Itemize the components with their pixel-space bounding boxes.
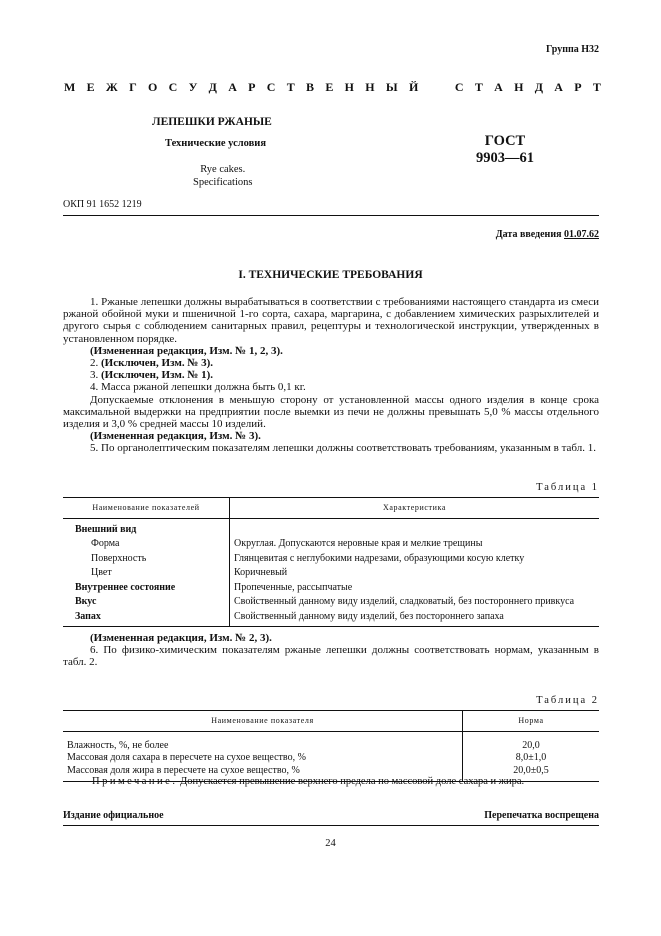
table-row	[63, 595, 599, 610]
heading-letter: О	[147, 80, 158, 94]
gost-designation	[476, 133, 534, 168]
indicator-norm: 8,0±1,0	[515, 752, 547, 764]
heading-letter: Т	[474, 80, 483, 94]
document-title-english	[193, 163, 252, 189]
paragraph-4: 4. Масса ржаной лепешки должна быть 0,1 кг.	[90, 381, 306, 394]
paragraph-3-number: 3.	[90, 369, 101, 382]
heading-letter: А	[554, 80, 563, 94]
table-2-physicochemical	[63, 710, 599, 782]
heading-letter: Ж	[105, 80, 118, 94]
indicator-norm: 20,0	[522, 739, 540, 751]
heading-letter: М	[64, 80, 76, 94]
indicator-name: Вкус	[63, 595, 230, 610]
date-value: 01.07.62	[564, 229, 599, 240]
footer-divider	[63, 825, 599, 826]
indicator-name: Поверхность	[63, 552, 230, 567]
indicator-characteristic: Свойственный данному виду изделий, без постороннего запаха	[230, 610, 600, 627]
heading-letter: Д	[208, 80, 217, 94]
table-2-caption: Таблица 2	[536, 695, 599, 706]
heading-letter: С	[168, 80, 178, 94]
indicator-characteristic: Округлая. Допускаются неровные края и мелкие трещины	[234, 538, 483, 550]
indicator-name: Массовая доля сахара в пересчете на сухое вещество, %	[63, 752, 463, 765]
document-title: ЛЕПЕШКИ РЖАНЫЕ	[152, 116, 272, 128]
heading-letter: Ы	[385, 80, 398, 94]
paragraph-6: 6. По физико-химическим показателям ржаные лепешки должны соответствовать нормам, указанным в табл. 2.	[63, 644, 599, 669]
body-text	[63, 296, 599, 455]
indicator-name: Массовая доля жира в пересчете на сухое вещество, %	[63, 765, 463, 782]
table-2-header-name: Наименование показателя	[63, 711, 463, 732]
table-1-caption: Таблица 1	[536, 482, 599, 493]
gost-number: 9903—61	[476, 150, 534, 167]
paragraph-3-text: (Исключен, Изм. № 1).	[101, 369, 214, 382]
section-title: I. ТЕХНИЧЕСКИЕ ТРЕБОВАНИЯ	[238, 269, 423, 281]
footer-reprint-prohibited: Перепечатка воспрещена	[484, 810, 599, 821]
heading-letter: Е	[86, 80, 95, 94]
heading-letter: С	[454, 80, 464, 94]
indicator-name: Влажность, %, не более	[63, 731, 463, 752]
heading-letter	[430, 80, 444, 95]
indicator-characteristic: Глянцевитая с неглубокими надрезами, образующими косую клетку	[234, 552, 525, 564]
date-label: Дата введения	[495, 229, 564, 240]
paragraph-2-number: 2.	[90, 357, 101, 370]
paragraph-4b: Допускаемые отклонения в меньшую сторону от установленной массы одного изделия в конце срока максимальной выдержки на предприятии после выемки из печи не должны превышать 5,0 % массы отдельного изделия и 3,0 % средней массы 10 изделий.	[63, 393, 599, 431]
footer-official-edition: Издание официальное	[63, 810, 164, 821]
heading-letter: Г	[129, 80, 137, 94]
indicator-characteristic: Свойственный данному виду изделий, сладковатый, без постороннего привкуса	[234, 596, 575, 608]
document-subtitle: Технические условия	[165, 138, 267, 149]
heading-letter: Н	[514, 80, 524, 94]
paragraph-2	[63, 357, 599, 369]
table-1-header-name: Наименование показателей	[63, 498, 230, 519]
paragraph-2-text: (Исключен, Изм. № 3).	[101, 357, 214, 370]
heading-letter: Р	[574, 80, 582, 94]
gost-label: ГОСТ	[484, 133, 526, 149]
header-divider	[63, 215, 599, 216]
heading-letter: Й	[408, 80, 419, 94]
heading-letter: Н	[344, 80, 354, 94]
body-text-2	[63, 632, 599, 669]
table-2-header-norm: Норма	[463, 711, 600, 732]
heading-letter: Р	[248, 80, 256, 94]
table-1-header-characteristic: Характеристика	[230, 498, 600, 519]
indicator-name: Внутреннее состояние	[63, 581, 230, 596]
standard-type-heading	[64, 80, 601, 95]
table-row	[63, 752, 599, 765]
note-label: Примечание.	[92, 776, 178, 787]
table-row	[63, 566, 599, 581]
indicator-name: Внешний вид	[63, 518, 230, 537]
heading-letter: Е	[325, 80, 334, 94]
heading-letter: В	[306, 80, 315, 94]
indicator-norm: 20,0±0,5	[463, 765, 600, 782]
heading-letter: Т	[286, 80, 295, 94]
effective-date	[496, 229, 599, 241]
table-row	[63, 581, 599, 596]
table-row	[63, 518, 599, 537]
heading-letter: Т	[592, 80, 601, 94]
group-code: Группа Н32	[546, 44, 599, 55]
heading-letter: А	[494, 80, 503, 94]
note-text: Допускается превышение верхнего предела по массовой доле сахара и жира.	[177, 776, 525, 787]
heading-letter: Н	[365, 80, 375, 94]
table-row	[63, 610, 599, 627]
indicator-name: Запах	[63, 610, 230, 627]
table-1-organoleptic	[63, 497, 599, 627]
table-row	[63, 552, 599, 567]
paragraph-3	[63, 369, 599, 381]
indicator-characteristic: Пропеченные, рассыпчатые	[234, 581, 353, 593]
table-row	[63, 537, 599, 552]
paragraph-5: 5. По органолептическим показателям лепешки должны соответствовать требованиям, указанным в табл. 1.	[90, 442, 596, 455]
paragraph-1: 1. Ржаные лепешки должны вырабатываться в соответствии с требованиями настоящего стандарта из смеси ржаной обойной муки и пшеничной 1-го сорта, сахара, маргарина, с добавлением химических разрыхлителей и другого сырья с соблюдением санитарных правил, рецептуры и технологической инструкции, утвержденных в установленном порядке.	[63, 296, 599, 345]
title-en-line-1: Rye cakes.	[200, 164, 246, 175]
indicator-characteristic	[230, 518, 600, 537]
heading-letter: Д	[534, 80, 543, 94]
indicator-name: Цвет	[63, 566, 230, 581]
heading-letter: А	[228, 80, 237, 94]
table-row	[63, 731, 599, 752]
paragraph-1-edit-note: (Измененная редакция, Изм. № 1, 2, 3).	[90, 344, 283, 357]
table-note	[92, 776, 524, 789]
title-en-line-2: Specifications	[193, 177, 253, 189]
page-number: 24	[325, 838, 336, 849]
okp-code: ОКП 91 1652 1219	[63, 199, 142, 210]
heading-letter: С	[266, 80, 276, 94]
paragraph-5-edit-note: (Измененная редакция, Изм. № 2, 3).	[90, 632, 272, 644]
indicator-characteristic: Коричневый	[234, 567, 288, 579]
indicator-name: Форма	[63, 537, 230, 552]
heading-letter: У	[188, 80, 198, 94]
paragraph-4-edit-note: (Измененная редакция, Изм. № 3).	[90, 430, 261, 443]
